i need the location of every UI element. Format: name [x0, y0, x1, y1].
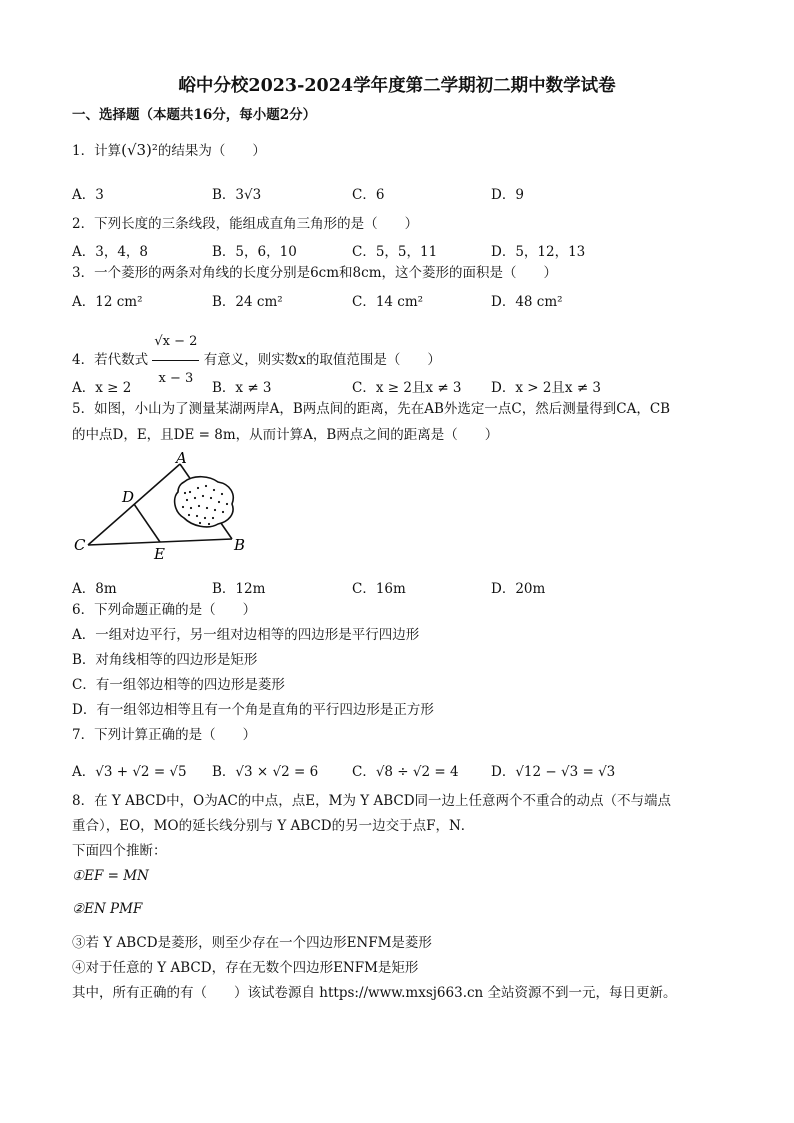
q5-option-a[interactable]: A．8m [72, 581, 117, 597]
q7-option-d[interactable]: D．√12 − √3 = √3 [491, 764, 616, 780]
question-8-line-1: 8．在 Y ABCD中，O为AC的中点，点E，M为 Y ABCD同一边上任意两个不重合的动点（不与端点 [72, 793, 672, 809]
q1-option-b[interactable]: B．3√3 [212, 187, 262, 203]
exam-title: 峪中分校2023-2024学年度第二学期初二期中数学试卷 [178, 76, 616, 96]
q1-stem-a: 1．计算 [72, 143, 122, 159]
q6-option-a[interactable]: A．一组对边平行，另一组对边相等的四边形是平行四边形 [72, 627, 420, 643]
question-1 [72, 141, 266, 160]
question-8-line-3: 下面四个推断： [72, 843, 167, 859]
q1-option-a[interactable]: A．3 [72, 187, 104, 203]
q1-option-d[interactable]: D．9 [491, 187, 524, 203]
q7-option-a[interactable]: A．√3 + √2 = √5 [72, 764, 187, 780]
question-8-line-2: 重合），EO，MO的延长线分别与 Y ABCD的另一边交于点F，N． [72, 818, 475, 834]
q8-statement-2: ②EN PMF [72, 901, 143, 917]
q1-option-c[interactable]: C．6 [352, 187, 385, 203]
q1-stem-b: 的结果为（ ） [157, 143, 266, 159]
q8-statement-4: ④对于任意的 Y ABCD，存在无数个四边形ENFM是矩形 [72, 960, 419, 976]
question-3-stem: 3．一个菱形的两条对角线的长度分别是6cm和8cm，这个菱形的面积是（ ） [72, 265, 557, 281]
question-6-stem: 6．下列命题正确的是（ ） [72, 602, 257, 618]
q8-statement-3: ③若 Y ABCD是菱形，则至少存在一个四边形ENFM是菱形 [72, 935, 432, 951]
question-7-stem: 7．下列计算正确的是（ ） [72, 727, 257, 743]
q4-option-d[interactable]: D．x > 2且x ≠ 3 [491, 380, 602, 396]
q4-stem-b: 有意义，则实数x的取值范围是（ ） [203, 352, 441, 368]
q3-option-c[interactable]: C．14 cm² [352, 294, 424, 310]
q5-option-b[interactable]: B．12m [212, 581, 266, 597]
q3-option-a[interactable]: A．12 cm² [72, 294, 143, 310]
q6-option-c[interactable]: C．有一组邻边相等的四边形是菱形 [72, 677, 285, 693]
lake-shape [175, 477, 234, 527]
section-heading: 一、选择题（本题共16分，每小题2分） [72, 107, 317, 123]
q2-option-c[interactable]: C．5，5，11 [352, 244, 438, 260]
question-2-stem: 2．下列长度的三条线段，能组成直角三角形的是（ ） [72, 216, 419, 232]
q5-option-c[interactable]: C．16m [352, 581, 406, 597]
question-5-line-1: 5．如图，小山为了测量某湖两岸A，B两点间的距离，先在AB外选定一点C，然后测量得到CA，CB [72, 401, 671, 417]
label-b: B [234, 536, 246, 554]
q8-statement-1: ①EF = MN [72, 868, 149, 884]
q4-option-b[interactable]: B．x ≠ 3 [212, 380, 272, 396]
q2-option-b[interactable]: B．5，6，10 [212, 244, 297, 260]
q7-option-b[interactable]: B．√3 × √2 = 6 [212, 764, 319, 780]
q4-option-c[interactable]: C．x ≥ 2且x ≠ 3 [352, 380, 462, 396]
label-a: A [176, 452, 187, 467]
q6-option-d[interactable]: D．有一组邻边相等且有一个角是直角的平行四边形是正方形 [72, 702, 434, 718]
label-c: C [74, 536, 86, 554]
label-d: D [122, 488, 135, 506]
q2-option-d[interactable]: D．5，12，13 [491, 244, 586, 260]
label-e: E [154, 545, 165, 563]
q4-fraction-numerator: √x − 2 [152, 324, 199, 361]
q4-stem-a: 4．若代数式 [72, 352, 149, 368]
q7-option-c[interactable]: C．√8 ÷ √2 = 4 [352, 764, 459, 780]
segment-de [134, 504, 160, 542]
q3-option-d[interactable]: D．48 cm² [491, 294, 563, 310]
q4-fraction-denominator: x − 3 [158, 371, 194, 386]
q4-option-a[interactable]: A．x ≥ 2 [72, 380, 132, 396]
lake-triangle-figure [72, 452, 262, 564]
q1-expression: (√3)² [121, 141, 158, 159]
q6-option-b[interactable]: B．对角线相等的四边形是矩形 [72, 652, 258, 668]
q3-option-b[interactable]: B．24 cm² [212, 294, 283, 310]
question-5-line-2: 的中点D，E，且DE = 8m，从而计算A，B两点之间的距离是（ ） [72, 427, 499, 443]
q4-fraction [152, 324, 199, 397]
q8-footer: 其中，所有正确的有（ ）该试卷源自 https://www.mxsj663.cn 全站资源不到一元，每日更新。 [72, 985, 677, 1001]
q5-option-d[interactable]: D．20m [491, 581, 546, 597]
q2-option-a[interactable]: A．3，4，8 [72, 244, 149, 260]
